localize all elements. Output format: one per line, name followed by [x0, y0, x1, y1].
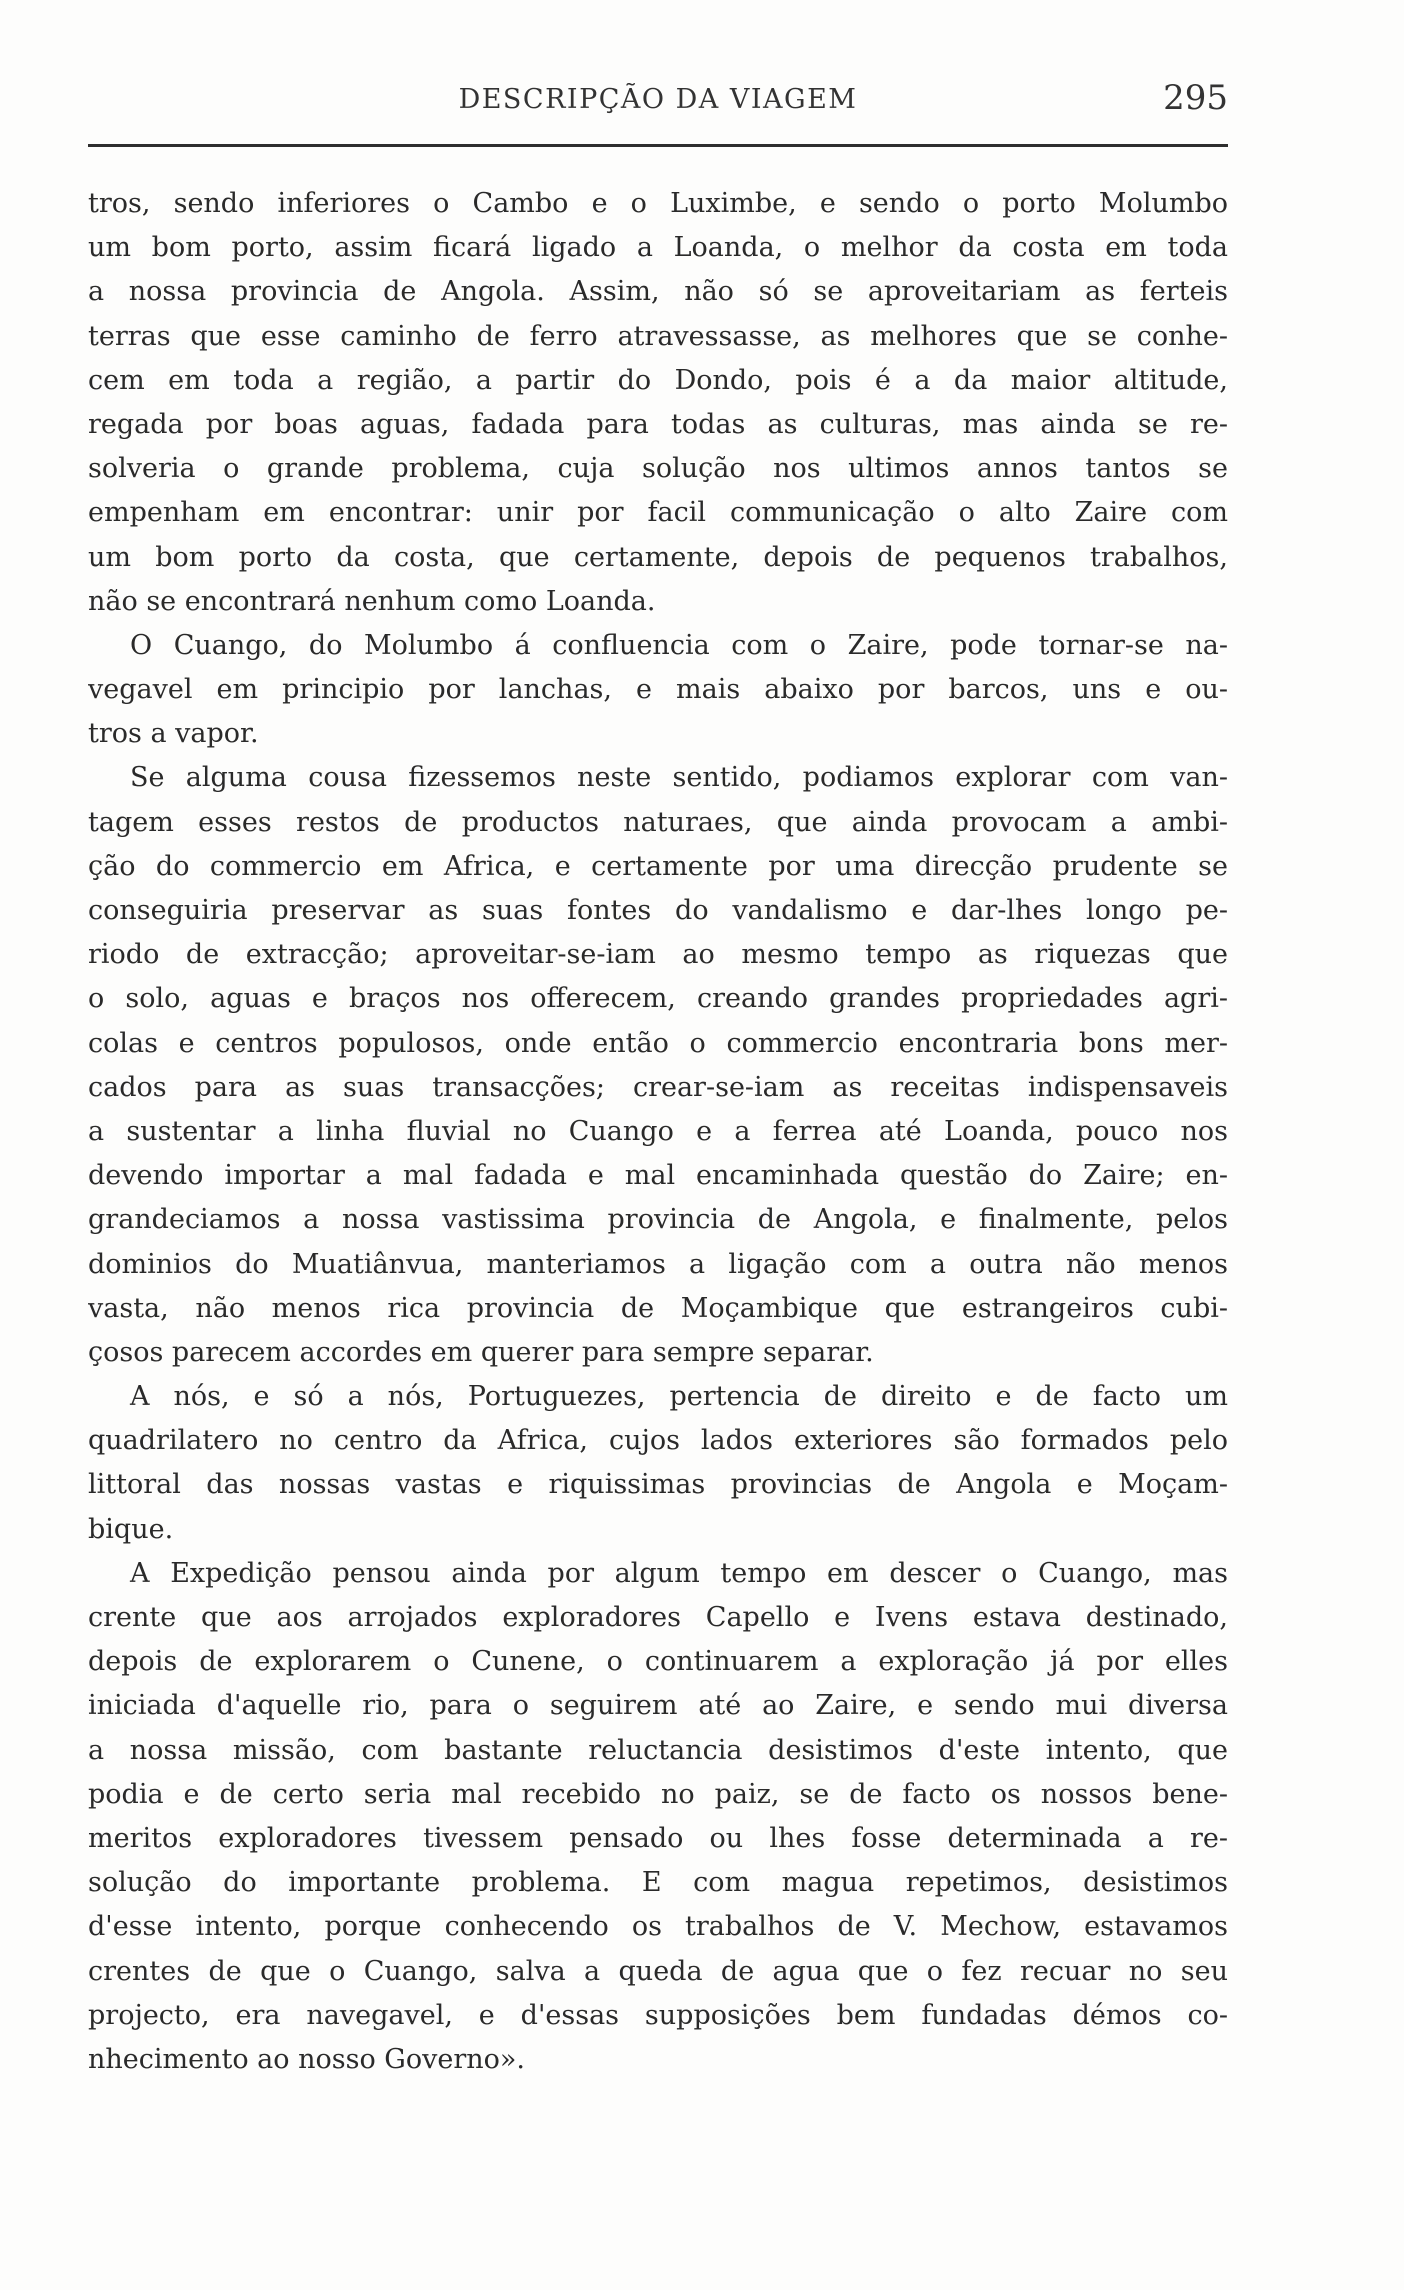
text-line: crente que aos arrojados exploradores Capello e Ivens estava destinado,	[88, 1602, 1228, 1633]
page-header	[88, 78, 1228, 128]
text-line: meritos exploradores tivessem pensado ou lhes fosse determinada a re-	[88, 1822, 1228, 1854]
text-line: vegavel em principio por lanchas, e mais abaixo por barcos, uns e ou-	[88, 674, 1228, 706]
text-line: colas e centros populosos, onde então o commercio encontraria bons mer-	[88, 1027, 1228, 1059]
paragraph-first-line: A Expedição pensou ainda por algum tempo em descer o Cuango, mas	[130, 1557, 1228, 1589]
text-line: grandeciamos a nossa vastissima provincia de Angola, e finalmente, pelos	[88, 1204, 1228, 1236]
paragraph-first-line: O Cuango, do Molumbo á confluencia com o Zaire, pode tornar-se na-	[130, 629, 1228, 661]
text-line: a nossa provincia de Angola. Assim, não só se aproveitariam as ferteis	[88, 276, 1228, 308]
text-line: solução do importante problema. E com magua repetimos, desistimos	[88, 1867, 1228, 1899]
text-line: empenham em encontrar: unir por facil communicação o alto Zaire com	[88, 497, 1228, 529]
text-line: çosos parecem accordes em querer para sempre separar.	[88, 1336, 874, 1368]
text-line: d'esse intento, porque conhecendo os trabalhos de V. Mechow, estavamos	[88, 1911, 1228, 1943]
text-line: depois de explorarem o Cunene, o continuarem a exploração já por elles	[88, 1646, 1228, 1678]
text-line: um bom porto da costa, que certamente, depois de pequenos trabalhos,	[88, 541, 1228, 573]
text-line: conseguiria preservar as suas fontes do vandalismo e dar-lhes longo pe-	[88, 895, 1228, 926]
text-line: nhecimento ao nosso Governo».	[88, 2043, 526, 2075]
text-line: iniciada d'aquelle rio, para o seguirem até ao Zaire, e sendo mui diversa	[88, 1690, 1228, 1722]
text-line: bique.	[88, 1513, 174, 1545]
text-line: tros a vapor.	[88, 718, 259, 750]
paragraph-first-line: Se alguma cousa fizessemos neste sentido, podiamos explorar com van-	[130, 762, 1228, 794]
text-line: ção do commercio em Africa, e certamente por uma direcção prudente se	[88, 850, 1228, 882]
text-line: um bom porto, assim ficará ligado a Loanda, o melhor da costa em toda	[88, 232, 1228, 264]
text-line: dominios do Muatiânvua, manteriamos a ligação com a outra não menos	[88, 1248, 1228, 1280]
text-line: projecto, era navegavel, e d'essas supposições bem fundadas démos co-	[88, 1999, 1228, 2031]
paragraph-first-line: A nós, e só a nós, Portuguezes, pertencia de direito e de facto um	[130, 1381, 1228, 1413]
text-line: quadrilatero no centro da Africa, cujos lados exteriores são formados pelo	[88, 1425, 1228, 1457]
text-line: terras que esse caminho de ferro atravessasse, as melhores que se conhe-	[88, 320, 1228, 352]
text-line: tros, sendo inferiores o Cambo e o Luximbe, e sendo o porto Molumbo	[88, 188, 1228, 219]
text-line: littoral das nossas vastas e riquissimas provincias de Angola e Moçam-	[88, 1469, 1228, 1501]
body-text	[88, 182, 1228, 2082]
header-rule	[88, 144, 1228, 147]
page-number: 295	[1163, 78, 1228, 118]
text-line: vasta, não menos rica provincia de Moçambique que estrangeiros cubi-	[88, 1292, 1228, 1324]
text-line: regada por boas aguas, fadada para todas as culturas, mas ainda se re-	[88, 408, 1228, 440]
text-line: tagem esses restos de productos naturaes, que ainda provocam a ambi-	[88, 806, 1228, 838]
text-line: não se encontrará nenhum como Loanda.	[88, 585, 656, 617]
text-line: o solo, aguas e braços nos offerecem, creando grandes propriedades agri-	[88, 983, 1228, 1015]
text-line: riodo de extracção; aproveitar-se-iam ao mesmo tempo as riquezas que	[88, 939, 1228, 971]
text-line: a nossa missão, com bastante reluctancia desistimos d'este intento, que	[88, 1734, 1228, 1766]
text-line: cem em toda a região, a partir do Dondo, pois é a da maior altitude,	[88, 364, 1228, 396]
running-title: DESCRIPÇÃO DA VIAGEM	[458, 84, 858, 115]
text-line: podia e de certo seria mal recebido no paiz, se de facto os nossos bene-	[88, 1778, 1228, 1810]
text-line: crentes de que o Cuango, salva a queda de agua que o fez recuar no seu	[88, 1955, 1228, 1987]
text-line: a sustentar a linha fluvial no Cuango e a ferrea até Loanda, pouco nos	[88, 1115, 1228, 1147]
text-line: solveria o grande problema, cuja solução nos ultimos annos tantos se	[88, 453, 1228, 485]
text-line: cados para as suas transacções; crear-se-iam as receitas indispensaveis	[88, 1071, 1228, 1103]
text-line: devendo importar a mal fadada e mal encaminhada questão do Zaire; en-	[88, 1160, 1228, 1192]
